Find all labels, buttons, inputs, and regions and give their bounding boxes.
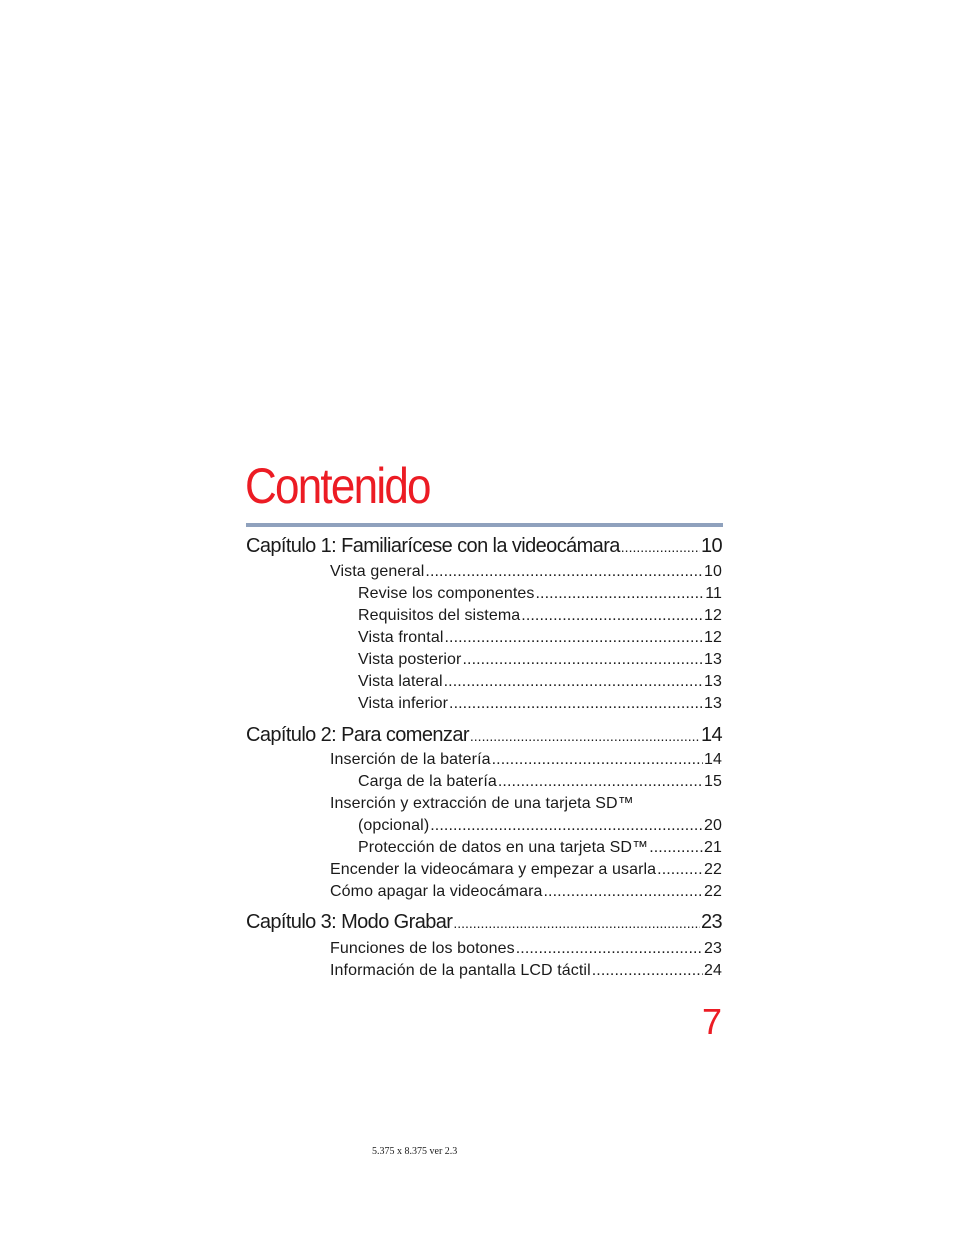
toc-entry[interactable] bbox=[358, 694, 722, 714]
toc-entry-label: Encender la videocámara y empezar a usarla bbox=[330, 861, 657, 878]
toc-entry-page: 22 bbox=[704, 861, 722, 878]
toc-leader bbox=[621, 535, 700, 559]
toc-entry-page: 11 bbox=[705, 585, 722, 602]
toc-entry[interactable] bbox=[330, 750, 722, 770]
toc-entry-label: Protección de datos en una tarjeta SD™ bbox=[358, 839, 649, 856]
toc-leader bbox=[492, 750, 703, 770]
toc-entry-label: Vista lateral bbox=[358, 673, 443, 690]
toc-entry[interactable] bbox=[358, 672, 722, 692]
toc-entry[interactable] bbox=[330, 860, 722, 880]
toc-entry-page: 13 bbox=[704, 695, 722, 712]
toc-entry-label: (opcional) bbox=[358, 817, 430, 834]
toc-entry-label: Vista frontal bbox=[358, 629, 444, 646]
toc-entry-page: 21 bbox=[704, 839, 722, 856]
toc-leader bbox=[453, 911, 700, 935]
toc-leader bbox=[444, 672, 703, 692]
toc-entry-page: 13 bbox=[704, 673, 722, 690]
toc-entry-label: Funciones de los botones bbox=[330, 940, 515, 957]
toc-leader bbox=[521, 606, 703, 626]
toc-entry-page: 20 bbox=[704, 817, 722, 834]
toc-leader bbox=[430, 816, 703, 836]
toc-entry[interactable] bbox=[330, 882, 722, 902]
toc-entry-page: 24 bbox=[704, 962, 722, 979]
toc-chapter-label: Capítulo 2: Para comenzar bbox=[246, 724, 469, 746]
toc-leader bbox=[449, 694, 703, 714]
toc-chapter-1[interactable] bbox=[246, 534, 722, 559]
toc-entry-label: Información de la pantalla LCD táctil bbox=[330, 962, 591, 979]
toc-chapter-page: 23 bbox=[700, 911, 722, 933]
toc-leader bbox=[470, 724, 700, 748]
toc-entry[interactable] bbox=[330, 939, 722, 959]
toc-entry[interactable] bbox=[358, 584, 722, 604]
toc-entry[interactable] bbox=[358, 606, 722, 626]
toc-entry-label[interactable]: Inserción y extracción de una tarjeta SD™ bbox=[330, 795, 634, 812]
toc-entry-label: Revise los componentes bbox=[358, 585, 535, 602]
toc-chapter-page: 14 bbox=[700, 724, 722, 746]
toc-leader bbox=[536, 584, 705, 604]
toc-entry[interactable] bbox=[330, 562, 722, 582]
toc-chapter-3[interactable] bbox=[246, 910, 722, 935]
toc-entry-page: 13 bbox=[704, 651, 722, 668]
toc-leader bbox=[544, 882, 704, 902]
toc-leader bbox=[498, 772, 703, 792]
toc-entry-label: Vista inferior bbox=[358, 695, 449, 712]
toc-chapter-label: Capítulo 1: Familiarícese con la videocámara bbox=[246, 535, 620, 557]
toc-entry-label: Cómo apagar la videocámara bbox=[330, 883, 543, 900]
toc-leader bbox=[657, 860, 703, 880]
toc-entry-label: Requisitos del sistema bbox=[358, 607, 521, 624]
toc-entry-page: 10 bbox=[704, 563, 722, 580]
toc-leader bbox=[425, 562, 703, 582]
toc-chapter-label: Capítulo 3: Modo Grabar bbox=[246, 911, 453, 933]
page-title: Contenido bbox=[245, 458, 430, 514]
toc-entry[interactable] bbox=[330, 961, 722, 981]
toc-leader bbox=[445, 628, 704, 648]
print-spec-footer: 5.375 x 8.375 ver 2.3 bbox=[372, 1146, 458, 1157]
toc-entry[interactable] bbox=[358, 816, 722, 836]
toc-chapter-page: 10 bbox=[700, 535, 722, 557]
toc-entry-label: Vista general bbox=[330, 563, 425, 580]
toc-entry-page: 12 bbox=[704, 607, 722, 624]
toc-entry-page: 22 bbox=[704, 883, 722, 900]
toc-entry-label: Vista posterior bbox=[358, 651, 462, 668]
title-divider bbox=[246, 523, 723, 527]
toc-leader bbox=[516, 939, 703, 959]
toc-leader bbox=[462, 650, 703, 670]
toc-entry-label: Carga de la batería bbox=[358, 773, 497, 790]
toc-entry[interactable] bbox=[358, 650, 722, 670]
toc-entry-page: 15 bbox=[704, 773, 722, 790]
page-number: 7 bbox=[701, 1001, 722, 1042]
toc-entry[interactable] bbox=[358, 838, 722, 858]
toc-chapter-2[interactable] bbox=[246, 723, 722, 748]
toc-leader bbox=[592, 961, 703, 981]
toc-entry-page: 23 bbox=[704, 940, 722, 957]
toc-entry-page: 12 bbox=[704, 629, 722, 646]
toc-leader bbox=[649, 838, 703, 858]
toc-entry-label: Inserción de la batería bbox=[330, 751, 491, 768]
toc-entry[interactable] bbox=[358, 628, 722, 648]
toc-entry[interactable] bbox=[358, 772, 722, 792]
toc-entry-page: 14 bbox=[704, 751, 722, 768]
